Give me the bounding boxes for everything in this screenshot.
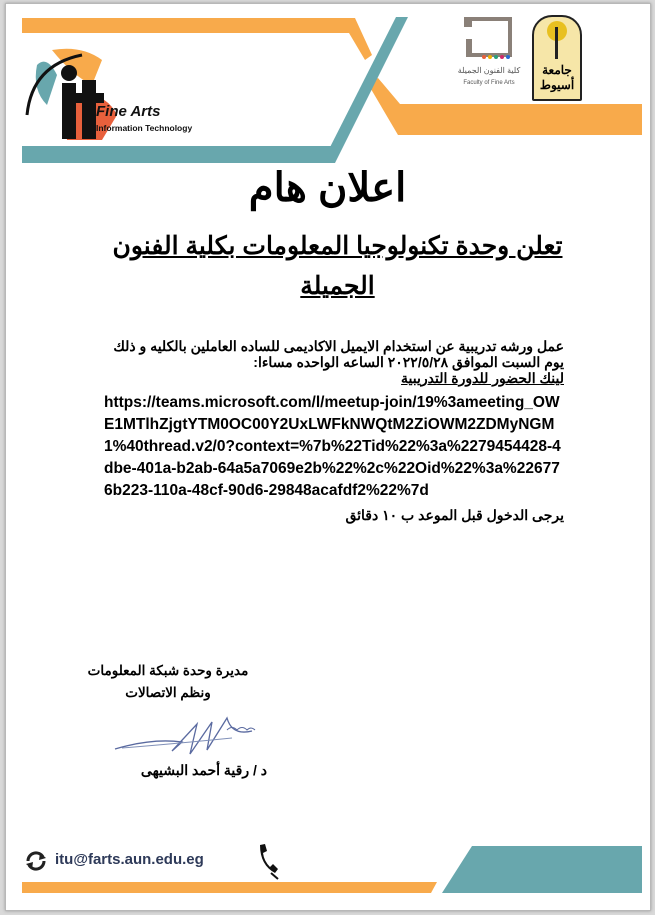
faculty-logo xyxy=(457,17,522,99)
university-logo xyxy=(532,15,582,101)
signature-role xyxy=(70,660,266,704)
phone-icon xyxy=(256,843,280,881)
sun-emblem-icon xyxy=(534,17,580,63)
it-fine-arts-logo xyxy=(22,45,212,140)
faculty-logo-en: Faculty of Fine Arts xyxy=(463,80,515,86)
handwritten-signature xyxy=(112,716,262,760)
faculty-logo-ar: كلية الفنون الجميلة xyxy=(457,66,521,75)
role-line-1: مديرة وحدة شبكة المعلومات xyxy=(87,663,249,678)
logo-line2: Information Technology xyxy=(96,123,193,133)
signatory-name: د / رقية أحمد البشيهى xyxy=(140,762,267,778)
meeting-url-link[interactable]: https://teams.microsoft.com/l/meetup-join/19%3ameeting_OWE1MTlhZjgtYTM0OC00Y2UxLWFkNWQtM2ZiOWM2ZDMyNGM1%40thread.v2/0?context=%7b%22Tid%22%3a%2279454428-4dbe-401a-b2ab-64a5a7069e2b%22%2c%22Oid%22%3a%226776b223-110a-48cf-90d6-29848acafdf2%22%7d xyxy=(104,394,561,499)
announcement-subtitle: تعلن وحدة تكنولوجيا المعلومات بكلية الفنون الجميلة xyxy=(112,232,563,300)
logo-line1: Fine Arts xyxy=(96,103,161,120)
teal-diagonal xyxy=(322,17,408,163)
refresh-icon xyxy=(24,849,48,873)
footer-decoration xyxy=(0,840,655,900)
announcement-body xyxy=(96,338,564,386)
university-logo-text: جامعة أسيوط xyxy=(539,63,575,92)
arrival-note: يرجى الدخول قبل الموعد ب ١٠ دقائق xyxy=(345,507,564,523)
link-label: لينك الحضور للدورة التدريبية xyxy=(401,370,564,386)
role-line-2: ونظم الاتصالات xyxy=(125,685,211,700)
contact-email[interactable]: itu@farts.aun.edu.eg xyxy=(55,851,204,868)
orange-band-footer xyxy=(22,882,437,893)
body-line-2: يوم السبت الموافق ٢٠٢٢/٥/٢٨ الساعه الواحده مساءا: xyxy=(253,354,564,370)
announcement-title: اعلان هام xyxy=(248,166,407,210)
teal-band-bottom xyxy=(22,146,332,163)
body-line-1: عمل ورشه تدريبية عن استخدام الايميل الاكاديمى للساده العاملين بالكليه و ذلك xyxy=(113,338,564,354)
announcement-content xyxy=(96,338,564,524)
faculty-logo-mark-icon xyxy=(462,17,522,65)
teal-band-footer xyxy=(442,846,642,893)
